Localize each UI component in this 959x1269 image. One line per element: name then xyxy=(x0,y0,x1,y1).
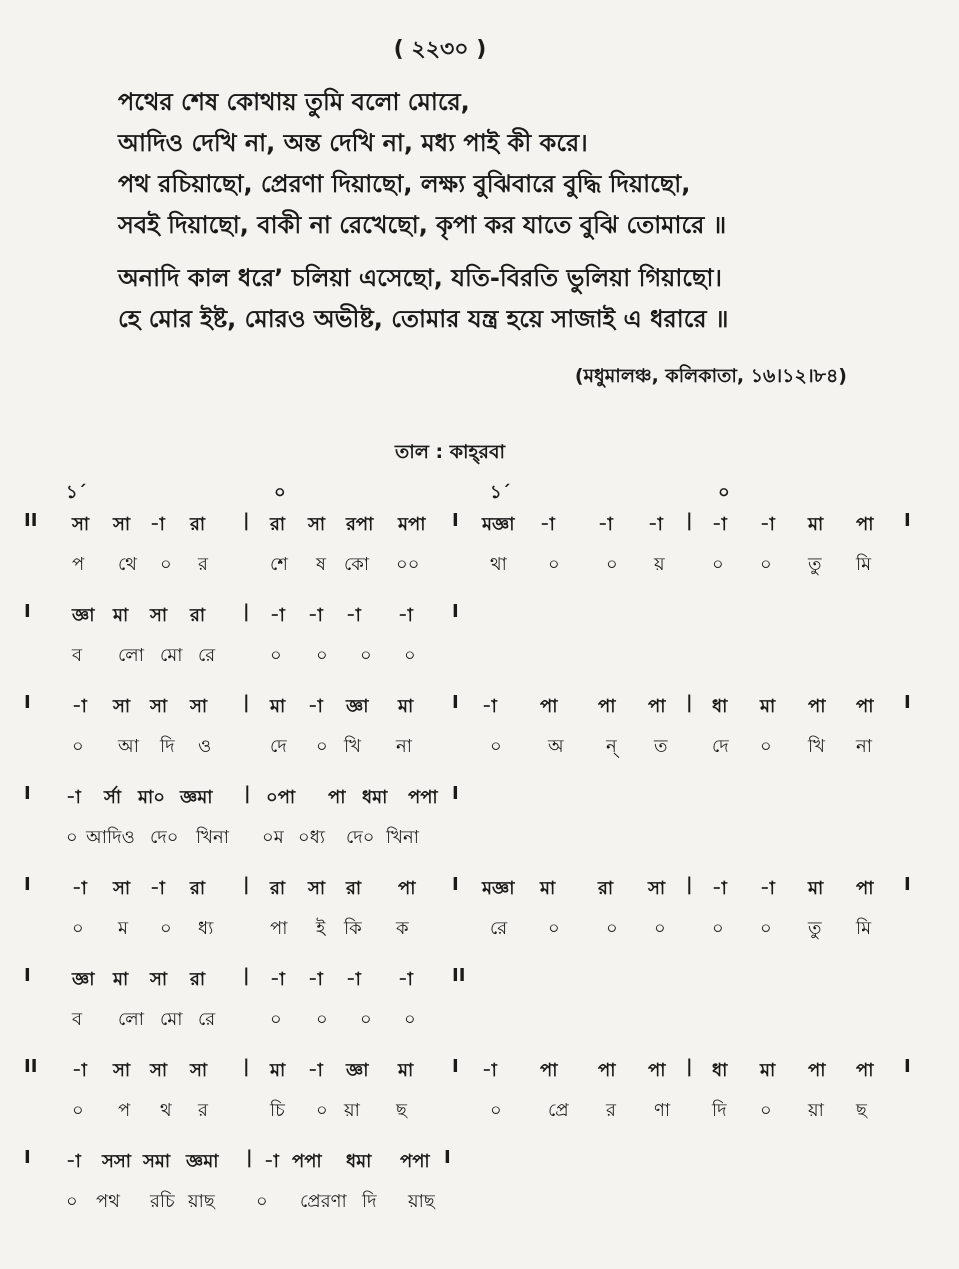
swar-note: সা xyxy=(72,514,90,535)
swar-note: -া xyxy=(398,605,413,626)
swar-note: পা xyxy=(856,1060,874,1081)
bar-line: I xyxy=(452,510,459,531)
lyric-syllable: দে০ xyxy=(150,827,179,848)
swar-note: সা xyxy=(150,969,168,990)
lyric-syllable-line xyxy=(0,550,959,584)
lyric-syllable: প্রে xyxy=(548,1100,569,1121)
lyric-syllable-line xyxy=(0,641,959,675)
lyric-syllable: ০ xyxy=(316,736,328,757)
lyric-syllable: প্রেরণা xyxy=(300,1191,347,1212)
lyric-syllable: য়াছ xyxy=(188,1191,215,1212)
swar-note: -া xyxy=(270,605,285,626)
lyric-syllable: ০ xyxy=(270,645,282,666)
bar-line: | xyxy=(243,601,250,622)
lyric-syllable: ০ xyxy=(404,645,416,666)
swar-note: রা xyxy=(190,969,206,990)
swar-note: পা xyxy=(540,1060,558,1081)
lyric-syllable: ০ xyxy=(360,645,372,666)
swar-note: পপা xyxy=(400,1151,430,1172)
lyric-syllable: মি xyxy=(856,918,872,939)
lyric-syllable: য়া xyxy=(344,1100,360,1121)
notation-staff xyxy=(0,510,959,1238)
swar-note: পা xyxy=(598,696,616,717)
lyric-syllable: না xyxy=(856,736,872,757)
beat-markers xyxy=(0,478,959,508)
lyric-syllable: ন্ xyxy=(606,736,617,757)
lyric-syllable: ০ xyxy=(404,1009,416,1030)
bar-line: I xyxy=(452,783,459,804)
swar-note: সসা xyxy=(102,1151,132,1172)
lyric-syllable: দে xyxy=(712,736,729,757)
swar-note: মা xyxy=(760,1060,776,1081)
swar-note: সা xyxy=(150,605,168,626)
lyric-syllable: ০ xyxy=(160,918,172,939)
lyric-syllable: ০ xyxy=(490,1100,502,1121)
swar-note: -া xyxy=(66,1151,81,1172)
lyric-syllable: দে০ xyxy=(346,827,375,848)
swar-note: -া xyxy=(66,787,81,808)
lyric-syllable: র xyxy=(198,1100,208,1121)
lyric-syllable: ০ xyxy=(760,1100,772,1121)
lyric-syllable: ০ xyxy=(270,1009,282,1030)
bar-line: | xyxy=(686,1056,693,1077)
swar-note: সমা xyxy=(143,1151,171,1172)
swar-note: সা xyxy=(113,878,131,899)
lyric-syllable: থে xyxy=(118,554,137,575)
bar-line: | xyxy=(244,783,251,804)
swar-note: -া xyxy=(712,514,727,535)
lyric-syllable: ০ xyxy=(66,1191,78,1212)
lyric-syllable: ০ xyxy=(760,736,772,757)
swar-note: পা xyxy=(598,1060,616,1081)
swar-line xyxy=(0,965,959,999)
bar-line: I xyxy=(24,1147,31,1168)
lyric-syllable: না xyxy=(396,736,412,757)
lyric-syllable: রে xyxy=(198,645,216,666)
lyric-syllable: ০ xyxy=(256,1191,268,1212)
swar-note: মা xyxy=(808,878,824,899)
lyric-syllable: য় xyxy=(654,554,665,575)
swar-line xyxy=(0,874,959,908)
swar-line xyxy=(0,692,959,726)
swar-note: জ্ঞা xyxy=(72,605,95,626)
lyric-syllable: দি xyxy=(712,1100,727,1121)
lyric-syllable: রে xyxy=(198,1009,216,1030)
bar-line: | xyxy=(243,1056,250,1077)
lyric-syllable: ০ম xyxy=(262,827,284,848)
bar-line: I xyxy=(904,692,911,713)
notation-block xyxy=(0,692,959,772)
bar-line: I xyxy=(904,510,911,531)
lyric-syllable: ত xyxy=(654,736,668,757)
lyric-syllable: লো xyxy=(118,645,144,666)
swar-note: মা xyxy=(113,605,129,626)
bar-line: | xyxy=(243,692,250,713)
lyric-syllable: ছ xyxy=(396,1100,407,1121)
swar-note: রা xyxy=(190,878,206,899)
lyric-syllable: পথ xyxy=(96,1191,120,1212)
lyric-syllable: দি xyxy=(362,1191,377,1212)
lyric-line: সবই দিয়াছো, বাকী না রেখেছো, কৃপা কর যাতে বুঝি তোমারে ॥ xyxy=(118,211,727,239)
lyric-syllable: ০ xyxy=(548,554,560,575)
swar-note: মা xyxy=(270,1060,286,1081)
swar-note: মজ্ঞা xyxy=(482,514,515,535)
place-date-signature: (মধুমালঞ্চ, কলিকাতা, ১৬।১২।৮৪) xyxy=(574,365,847,387)
swar-note: -া xyxy=(72,1060,87,1081)
lyric-syllable: ক xyxy=(396,918,409,939)
notation-block xyxy=(0,1056,959,1136)
lyric-line: হে মোর ইষ্ট, মোরও অভীষ্ট, তোমার যন্ত্র হয়ে সাজাই এ ধরারে ॥ xyxy=(118,305,729,333)
swar-note: সা xyxy=(150,696,168,717)
bar-line: I xyxy=(904,874,911,895)
lyric-syllable: খি xyxy=(808,736,825,757)
swar-line xyxy=(0,510,959,544)
swar-note: সা xyxy=(113,1060,131,1081)
notation-block xyxy=(0,874,959,954)
notation-block xyxy=(0,965,959,1045)
lyric-syllable: ০ xyxy=(316,1009,328,1030)
bar-line: I xyxy=(444,1147,451,1168)
swar-note: সা xyxy=(190,1060,208,1081)
notation-block xyxy=(0,1147,959,1227)
swar-note: রা xyxy=(270,514,286,535)
lyric-syllable: ব xyxy=(72,645,83,666)
swar-note: সা xyxy=(113,696,131,717)
lyric-syllable: চি xyxy=(270,1100,285,1121)
swar-note: পা xyxy=(856,878,874,899)
swar-note: রপা xyxy=(346,514,374,535)
lyric-syllable: ০ xyxy=(606,554,618,575)
swar-note: -া xyxy=(270,969,285,990)
bar-line: | xyxy=(246,1147,253,1168)
lyric-syllable: শে xyxy=(270,554,288,575)
bar-line: I xyxy=(904,1056,911,1077)
swar-note: মা xyxy=(540,878,556,899)
swar-note: পা xyxy=(648,1060,666,1081)
lyric-syllable: আ xyxy=(118,736,139,757)
lyric-syllable: প xyxy=(72,554,85,575)
lyric-syllable: ধ্য xyxy=(198,918,214,939)
swar-note: -া xyxy=(346,969,361,990)
lyric-syllable: র xyxy=(198,554,208,575)
lyric-syllable: ০ xyxy=(72,918,84,939)
swar-note: ধমা xyxy=(362,787,388,808)
lyric-syllable: অ xyxy=(548,736,564,757)
swar-note: পা xyxy=(398,878,416,899)
lyric-syllable: ণা xyxy=(654,1100,671,1121)
swar-note: সা xyxy=(150,1060,168,1081)
lyric-syllable: ০ xyxy=(72,736,84,757)
lyric-syllable: ০ xyxy=(316,1100,328,1121)
lyric-syllable: ব xyxy=(72,1009,83,1030)
swar-note: -া xyxy=(398,969,413,990)
swar-note: -া xyxy=(72,878,87,899)
swar-note: সা xyxy=(190,696,208,717)
swar-note: ০পা xyxy=(266,787,296,808)
swar-note: মা xyxy=(398,1060,414,1081)
swar-note: পপা xyxy=(292,1151,322,1172)
lyric-syllable: ০ xyxy=(66,827,78,848)
lyric-syllable: য়া xyxy=(808,1100,824,1121)
swar-note: ধা xyxy=(712,1060,728,1081)
lyric-syllable: ম xyxy=(118,918,128,939)
lyric-syllable: ০ xyxy=(72,1100,84,1121)
swar-note: -া xyxy=(308,696,323,717)
swar-note: জ্ঞা xyxy=(346,1060,369,1081)
lyric-syllable-line xyxy=(0,1005,959,1039)
page-number: ( ২২৩০ ) xyxy=(393,37,487,62)
swar-note: -া xyxy=(346,605,361,626)
swar-note: -া xyxy=(308,969,323,990)
lyric-syllable: তু xyxy=(808,918,822,939)
lyric-syllable: রচি xyxy=(150,1191,175,1212)
lyric-syllable: ০ xyxy=(160,554,172,575)
swar-note: -া xyxy=(760,514,775,535)
lyric-syllable: থ xyxy=(160,1100,172,1121)
swar-note: -া xyxy=(308,1060,323,1081)
bar-line: | xyxy=(686,692,693,713)
swar-note: মা০ xyxy=(138,787,165,808)
swar-note: পা xyxy=(808,1060,826,1081)
lyric-syllable: লো xyxy=(118,1009,144,1030)
lyric-syllable: ০ xyxy=(606,918,618,939)
lyric-syllable: দি xyxy=(160,736,175,757)
swar-note: পা xyxy=(856,514,874,535)
lyric-syllable-line xyxy=(0,1187,959,1221)
lyric-syllable: ০ xyxy=(654,918,666,939)
swar-note: পপা xyxy=(408,787,438,808)
notation-block xyxy=(0,601,959,681)
beat-marker: ১´ xyxy=(490,482,511,503)
lyric-syllable: কি xyxy=(344,918,362,939)
lyric-syllable: কো xyxy=(344,554,370,575)
lyric-line: আদিও দেখি না, অন্ত দেখি না, মধ্য পাই কী করে। xyxy=(118,129,588,157)
notation-block xyxy=(0,783,959,863)
lyric-syllable: আদিও xyxy=(86,827,135,848)
lyric-syllable: ০ xyxy=(712,554,724,575)
lyric-syllable: ০০ xyxy=(396,554,420,575)
swar-line xyxy=(0,1147,959,1181)
bar-line: I xyxy=(24,783,31,804)
swar-note: সা xyxy=(308,514,326,535)
swar-note: জ্ঞা xyxy=(72,969,95,990)
lyric-syllable: ০ xyxy=(360,1009,372,1030)
lyric-syllable: ছ xyxy=(856,1100,867,1121)
swar-note: সা xyxy=(113,514,131,535)
lyric-syllable: রে xyxy=(490,918,508,939)
lyric-syllable: ০ xyxy=(316,645,328,666)
lyric-syllable: ০ xyxy=(490,736,502,757)
lyric-syllable: খি xyxy=(344,736,361,757)
bar-line: | xyxy=(686,510,693,531)
bar-line: I xyxy=(24,692,31,713)
lyric-line: পথ রচিয়াছো, প্রেরণা দিয়াছো, লক্ষ্য বুঝিবারে বুদ্ধি দিয়াছো, xyxy=(118,170,691,198)
swar-note: মপা xyxy=(398,514,426,535)
swar-line xyxy=(0,601,959,635)
swar-note: ধা xyxy=(712,696,728,717)
swar-note: পা xyxy=(540,696,558,717)
lyrics xyxy=(118,82,918,340)
beat-marker: ১´ xyxy=(66,482,87,503)
lyric-syllable: মো xyxy=(160,1009,183,1030)
lyric-syllable: ষ xyxy=(316,554,326,575)
lyric-syllable: মি xyxy=(856,554,872,575)
lyric-line: অনাদি কাল ধরে’ চলিয়া এসেছো, যতি-বিরতি ভুলিয়া গিয়াছো। xyxy=(118,264,723,292)
swar-note: -া xyxy=(150,878,165,899)
swar-note: -া xyxy=(308,605,323,626)
lyric-syllable: দে xyxy=(270,736,287,757)
swar-note: মা xyxy=(808,514,824,535)
lyric-syllable: ও xyxy=(198,736,212,757)
lyric-syllable: র xyxy=(606,1100,616,1121)
lyric-line: পথের শেষ কোথায় তুমি বলো মোরে, xyxy=(118,88,470,116)
swar-line xyxy=(0,1056,959,1090)
lyric-syllable: ই xyxy=(316,918,326,939)
bar-line: I xyxy=(24,874,31,895)
swar-note: জ্ঞমা xyxy=(180,787,213,808)
tala-heading: তাল : কাহ্‌রবা xyxy=(394,441,506,463)
lyric-syllable-line xyxy=(0,1096,959,1130)
swar-note: রা xyxy=(598,878,614,899)
lyric-syllable: খিনা xyxy=(196,827,229,848)
lyric-syllable: ০ধ্য xyxy=(298,827,326,848)
stanza-gap xyxy=(118,246,918,258)
lyric-syllable: খিনা xyxy=(386,827,419,848)
lyric-syllable: থা xyxy=(490,554,507,575)
swar-note: র্সা xyxy=(104,787,122,808)
swar-note: -া xyxy=(72,696,87,717)
swar-note: মা xyxy=(760,696,776,717)
bar-line: I xyxy=(452,601,459,622)
bar-line: II xyxy=(24,510,38,531)
swar-note: রা xyxy=(190,605,206,626)
swar-note: পা xyxy=(856,696,874,717)
bar-line: | xyxy=(243,965,250,986)
swar-note: রা xyxy=(270,878,286,899)
swar-note: -া xyxy=(712,878,727,899)
bar-line: I xyxy=(452,692,459,713)
lyric-syllable: য়াছ xyxy=(408,1191,435,1212)
swar-note: -া xyxy=(598,514,613,535)
swar-note: মা xyxy=(270,696,286,717)
swar-note: -া xyxy=(760,878,775,899)
swar-note: পা xyxy=(328,787,346,808)
lyric-syllable: মো xyxy=(160,645,183,666)
lyric-syllable-line xyxy=(0,914,959,948)
bar-line: I xyxy=(452,1056,459,1077)
swar-note: মা xyxy=(398,696,414,717)
swar-note: রা xyxy=(346,878,362,899)
swar-note: -া xyxy=(540,514,555,535)
swar-note: রা xyxy=(190,514,206,535)
beat-marker: ০ xyxy=(274,482,286,503)
swar-note: -া xyxy=(150,514,165,535)
swar-note: জ্ঞমা xyxy=(186,1151,219,1172)
bar-line: I xyxy=(24,601,31,622)
bar-line: II xyxy=(24,1056,38,1077)
swar-note: -া xyxy=(482,1060,497,1081)
lyric-syllable: তু xyxy=(808,554,822,575)
swar-note: -া xyxy=(482,696,497,717)
swar-note: -া xyxy=(648,514,663,535)
swar-note: পা xyxy=(808,696,826,717)
lyric-syllable: ০ xyxy=(548,918,560,939)
bar-line: | xyxy=(243,510,250,531)
lyric-syllable: ০ xyxy=(712,918,724,939)
bar-line: II xyxy=(452,965,466,986)
swar-note: পা xyxy=(648,696,666,717)
bar-line: I xyxy=(452,874,459,895)
swar-note: সা xyxy=(308,878,326,899)
lyric-syllable: প xyxy=(118,1100,131,1121)
lyric-syllable-line xyxy=(0,732,959,766)
beat-marker: ০ xyxy=(718,482,730,503)
swar-note: জ্ঞা xyxy=(346,696,369,717)
notation-block xyxy=(0,510,959,590)
bar-line: | xyxy=(686,874,693,895)
swar-note: মা xyxy=(113,969,129,990)
swar-line xyxy=(0,783,959,817)
bar-line: I xyxy=(24,965,31,986)
swar-note: ধমা xyxy=(346,1151,372,1172)
lyric-syllable: ০ xyxy=(760,554,772,575)
swar-note: সা xyxy=(648,878,666,899)
lyric-syllable: পা xyxy=(270,918,288,939)
bar-line: | xyxy=(243,874,250,895)
lyric-syllable-line xyxy=(0,823,959,857)
lyric-syllable: ০ xyxy=(760,918,772,939)
swar-note: মজ্ঞা xyxy=(482,878,515,899)
swar-note: -া xyxy=(264,1151,279,1172)
